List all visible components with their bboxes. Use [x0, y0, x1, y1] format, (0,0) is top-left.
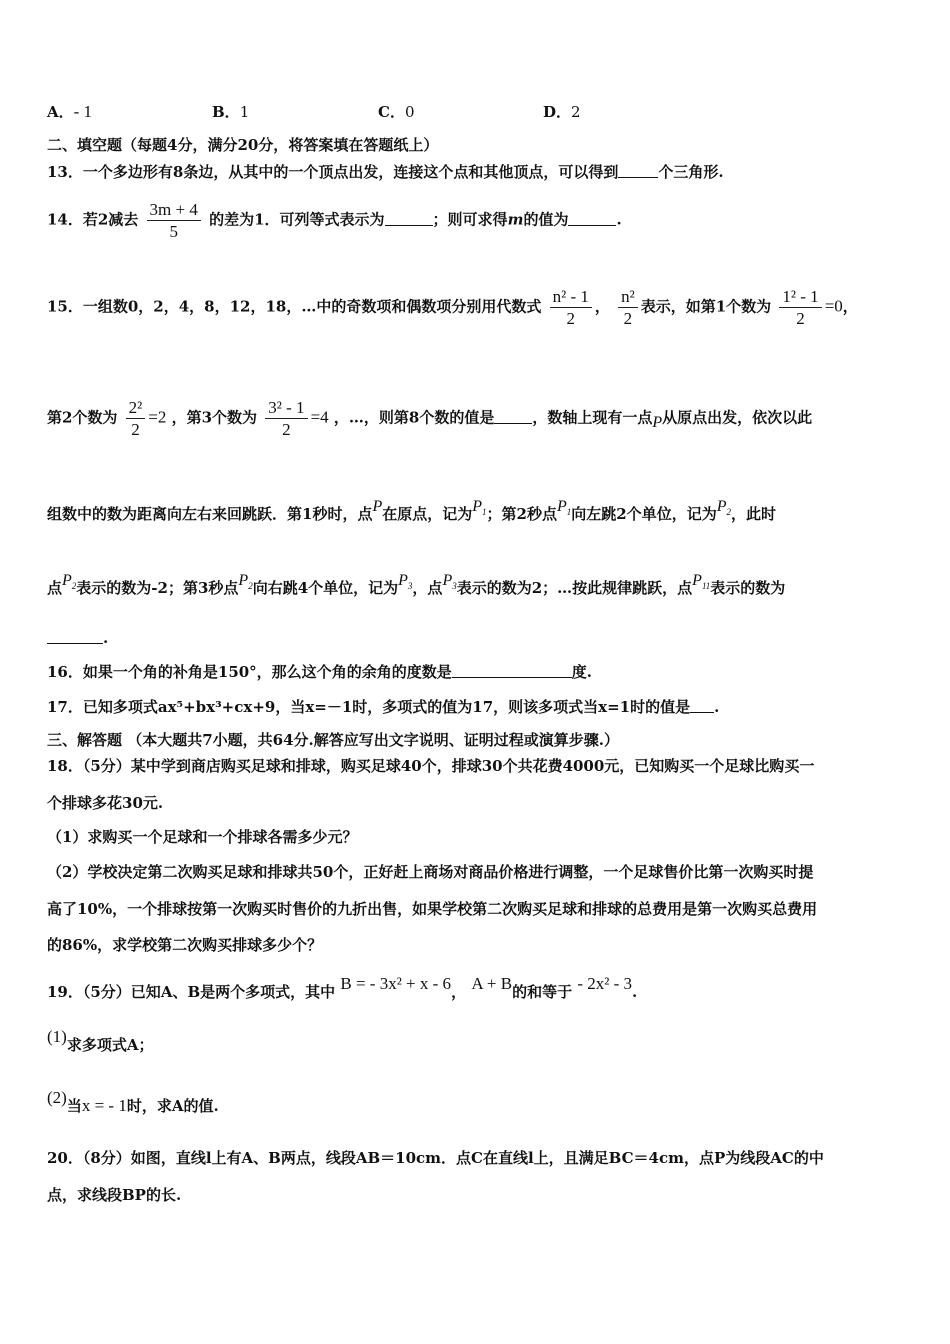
section3-heading: 三、解答题 （本大题共7小题，共64分.解答应写出文字说明、证明过程或演算步骤.）: [47, 731, 619, 749]
option-a: A．- 1: [47, 102, 93, 121]
question-15-line3: 组数中的数为距离向左右来回跳跃．第1秒时，点P在原点，记为$P_1$；第2秒点$P_1$向左跳2个单位，记为$P_2$，此时: [47, 498, 776, 523]
question-18-line1: 18．（5分）某中学到商店购买足球和排球，购买足球40个，排球30个共花费4000元，已知购买一个足球比购买一: [47, 757, 815, 775]
question-18-part1: （1）求购买一个足球和一个排球各需多少元？: [47, 828, 358, 846]
question-15-line5: .: [47, 628, 910, 648]
question-18-line2: 个排球多花30元.: [47, 794, 164, 812]
question-15-line4: 点$P_2$表示的数为-2；第3秒点$P_2$向右跳4个单位，记为$P_3$，点$P_3$表示的数为2；…按此规律跳跃，点$P_{11}$表示的数为: [47, 572, 786, 597]
question-18-part2-line3: 的86%，求学校第二次购买排球多少个？: [47, 936, 323, 954]
question-18-part2-line2: 高了10%，一个排球按第一次购买时售价的九折出售，如果学校第二次购买足球和排球的总费用是第一次购买总费用: [47, 900, 818, 918]
question-18-part2-line1: （2）学校决定第二次购买足球和排球共50个，正好赶上商场对商品价格进行调整，一个足球售价比第一次购买时提: [47, 863, 814, 881]
question-16: 16．如果一个角的补角是150°，那么这个角的余角的度数是 度.: [47, 663, 592, 681]
option-b: B．1: [212, 103, 250, 121]
question-15-line1: 15．一组数0，2，4，8，12，18，…中的奇数项和偶数项分别用代数式 $\frac{\text{n² - 1}}{2}$ ， $\frac{\text{n²}}{2}$ 表示，如第1个数为 $\frac{\text{1² - 1}}{2}$ =0，: [47, 287, 858, 328]
option-c: C．0: [378, 103, 415, 121]
question-20-line2: 点，求线段BP的长.: [47, 1186, 182, 1204]
question-14: 14．若2减去 $\frac{3m + 4}{5}$ 的差为1．可列等式表示为 ；则可求得m的值为 .: [47, 200, 622, 241]
question-20-line1: 20．（8分）如图，直线l上有A、B两点，线段AB＝10cm．点C在直线l上，且满足BC＝4cm，点P为线段AC的中: [47, 1149, 824, 1167]
question-19: 19．（5分）已知A、B是两个多项式，其中 B = - 3x² + x - 6， A + B的和等于 - 2x² - 3.: [47, 974, 638, 1001]
question-15-line2: 第2个数为 $\frac{\text{2²}}{2}$ =2 ，第3个数为 $\frac{\text{3² - 1}}{2}$ =4 ，…，则第8个数的值是 ，数轴上现有一点P从原点出发，依次以此: [47, 398, 813, 439]
question-17: 17．已知多项式ax⁵+bx³+cx+9，当x=－1时，多项式的值为17，则该多项式当x=1时的值是 .: [47, 698, 720, 716]
section2-heading: 二、填空题（每题4分，满分20分，将答案填在答题纸上）: [47, 136, 439, 154]
question-19-part1: (1)求多项式A；: [47, 1027, 154, 1054]
fraction-3m4-over-5: $\frac{3m + 4}{5}$: [147, 200, 201, 241]
question-19-part2: (2)当x = - 1时，求A的值.: [47, 1088, 219, 1115]
question-13: 13．一个多边形有8条边，从其中的一个顶点出发，连接这个点和其他顶点，可以得到 个三角形.: [47, 163, 724, 181]
option-d: D．2: [543, 103, 581, 121]
